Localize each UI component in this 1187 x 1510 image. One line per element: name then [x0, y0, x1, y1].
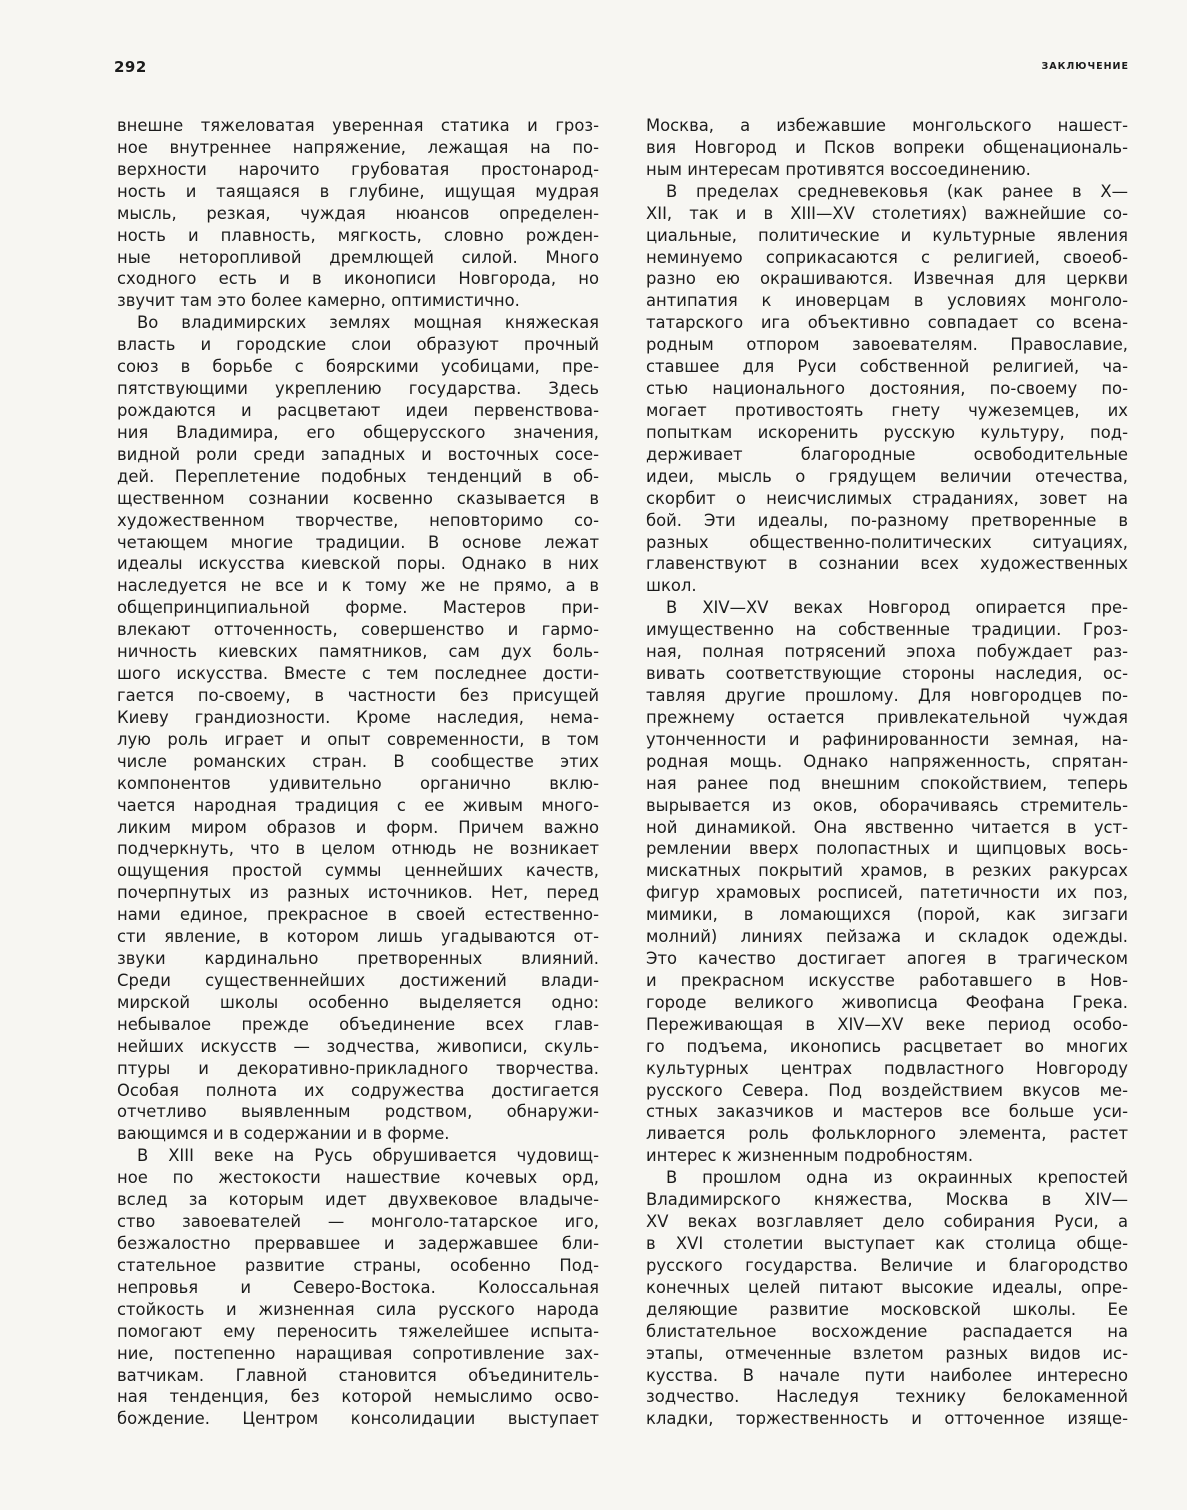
text-line: В XIV—XV веках Новгород опирается пре- [666, 598, 1128, 618]
text-line: бой. Эти идеалы, по-разному претворенные в [646, 510, 1128, 530]
text-line: стательное развитие страны, особенно Под- [117, 1255, 599, 1275]
text-line: Переживающая в XIV—XV веке период особо- [646, 1014, 1128, 1034]
text-line: четающем многие традиции. В основе лежат [117, 532, 599, 552]
text-line: числе романских стран. В сообществе этих [117, 751, 599, 771]
text-line: русского Севера. Под воздействием вкусов ме- [646, 1080, 1128, 1100]
text-line: В пределах средневековья (как ранее в X— [666, 181, 1128, 201]
text-line: нами единое, прекрасное в своей естественно- [117, 905, 599, 925]
text-line: тавляя другие прошлому. Для новгородцев по- [646, 685, 1128, 705]
text-line: держивает благородные освободительные [646, 444, 1128, 464]
text-line: имущественно на собственные традиции. Гроз- [646, 620, 1128, 640]
text-line: школ. [646, 576, 697, 596]
text-line: Особая полнота их содружества достигается [117, 1080, 599, 1100]
text-line: ность и таящаяся в глубине, ищущая мудрая [117, 181, 599, 201]
text-line: ние, постепенно наращивая сопротивление зах- [117, 1343, 599, 1363]
text-line: Киеву грандиозности. Кроме наследия, нема- [117, 707, 599, 727]
text-line: ватчикам. Главной становится объединитель- [117, 1365, 599, 1385]
text-line: верхности нарочито грубоватая простонарод- [117, 159, 599, 179]
text-line: Это качество достигает апогея в трагическом [646, 949, 1128, 969]
text-line: отчетливо выявленным родством, обнаружи- [117, 1102, 599, 1122]
text-line: лую роль играет и опыт современности, в том [117, 729, 599, 749]
text-line: скорбит о неисчислимых страданиях, зовет на [646, 488, 1128, 508]
text-line: разно ею окрашиваются. Извечная для церкви [646, 269, 1128, 289]
text-line: ремлении вверх полопастных и щипцовых вось- [646, 839, 1128, 859]
text-line: молний) линиях пейзажа и складок одежды. [646, 927, 1128, 947]
text-line: интерес к жизненным подробностям. [646, 1146, 974, 1166]
text-line: циальные, политические и культурные явления [646, 225, 1128, 245]
text-line: городе великого живописца Феофана Грека. [646, 992, 1128, 1012]
text-line: и прекрасном искусстве работавшего в Нов- [646, 970, 1128, 990]
text-line: ничность киевских памятников, сам дух боль- [117, 642, 599, 662]
text-line: этапы, отмеченные взлетом разных видов ис- [646, 1343, 1128, 1363]
text-line: ная ранее под внешним спокойствием, теперь [646, 773, 1128, 793]
text-line: мысль, резкая, чуждая нюансов определен- [117, 203, 599, 223]
text-line: чается народная традиция с ее живым много- [117, 795, 599, 815]
text-line: зодчество. Наследуя технику белокаменной [646, 1387, 1128, 1407]
text-line: компонентов удивительно органично вклю- [117, 773, 599, 793]
text-line: русского государства. Величие и благородство [646, 1255, 1128, 1275]
text-line: птуры и декоративно-прикладного творчества. [117, 1058, 599, 1078]
text-line: ное внутреннее напряжение, лежащая на по- [117, 137, 599, 157]
text-line: культурных центрах подвластного Новгороду [646, 1058, 1128, 1078]
left-text-column [117, 115, 599, 1430]
text-line: помогают ему переносить тяжелейшее испыта- [117, 1321, 599, 1341]
text-line: утонченности и рафинированности земная, на- [646, 729, 1128, 749]
text-line: попыткам искоренить русскую культуру, под- [646, 422, 1128, 442]
text-line: В прошлом одна из окраинных крепостей [666, 1168, 1128, 1188]
text-line: ство завоевателей — монголо-татарское иго, [117, 1212, 599, 1232]
text-line: звуки кардинально претворенных влияний. [117, 949, 599, 969]
text-line: общепринципиальной форме. Мастеров при- [117, 598, 599, 618]
text-line: стью национального достояния, по-своему по- [646, 379, 1128, 399]
text-line: мискатных покрытий храмов, в резких ракурсах [646, 861, 1128, 881]
text-line: идеи, мысль о грядущем величии отечества, [646, 466, 1128, 486]
text-line: ния Владимира, его общерусского значения, [117, 422, 599, 442]
text-line: вающимся и в содержании и в форме. [117, 1124, 450, 1144]
text-line: ное по жестокости нашествие кочевых орд, [117, 1168, 599, 1188]
text-line: звучит там это более камерно, оптимистично. [117, 291, 520, 311]
right-text-column [646, 115, 1128, 1430]
text-line: мирской школы особенно выделяется одно: [117, 992, 599, 1012]
text-line: небывалое прежде объединение всех глав- [117, 1014, 599, 1034]
text-line: подчеркнуть, что в целом отнюдь не возникает [117, 839, 599, 859]
text-line: дей. Переплетение подобных тенденций в об- [117, 466, 599, 486]
text-line: деляющие развитие московской школы. Ее [646, 1299, 1128, 1319]
text-line: вия Новгород и Псков вопреки общенациональ- [646, 137, 1128, 157]
text-line: Во владимирских землях мощная княжеская [137, 313, 599, 333]
running-head: ЗАКЛЮЧЕНИЕ [1041, 61, 1129, 72]
text-line: XV веках возглавляет дело собирания Руси, а [646, 1212, 1128, 1232]
text-line: ность и плавность, мягкость, словно рожден- [117, 225, 599, 245]
text-line: ликим миром образов и форм. Причем важно [117, 817, 599, 837]
text-line: татарского ига объективно совпадает со всена- [646, 313, 1128, 333]
text-line: Москва, а избежавшие монгольского нашест- [646, 116, 1128, 135]
text-line: Владимирского княжества, Москва в XIV— [646, 1190, 1128, 1210]
text-line: сти явление, в котором лишь угадываются от- [117, 927, 599, 947]
text-line: кусства. В начале пути наиболее интересно [646, 1365, 1128, 1385]
text-line: видной роли среди западных и восточных сосе- [117, 444, 599, 464]
text-line: разных общественно-политических ситуациях, [646, 532, 1128, 552]
text-line: ставшее для Руси собственной религией, ча- [646, 357, 1128, 377]
text-line: ощущения простой суммы ценнейших качеств, [117, 861, 599, 881]
text-line: сходного есть и в иконописи Новгорода, но [117, 269, 599, 289]
text-line: Среди существеннейших достижений влади- [117, 970, 599, 990]
text-line: фигур храмовых росписей, патетичности их поз, [646, 883, 1128, 903]
text-line: прежнему остается привлекательной чуждая [646, 707, 1128, 727]
text-line: непровья и Северо-Востока. Колоссальная [117, 1277, 599, 1297]
text-line: ным интересам противятся воссоединению. [646, 159, 1031, 179]
text-line: родная мощь. Однако напряженность, спрятан- [646, 751, 1128, 771]
text-line: го подъема, иконопись расцветает во многих [646, 1036, 1128, 1056]
text-line: власть и городские слои образуют прочный [117, 335, 599, 355]
text-line: пятствующими укреплению государства. Здесь [117, 379, 599, 399]
text-line: стных заказчиков и мастеров все больше уси- [646, 1102, 1128, 1122]
text-line: почерпнутых из разных источников. Нет, перед [117, 883, 599, 903]
text-line: союз в борьбе с боярскими усобицами, пре- [117, 357, 599, 377]
text-line: гается по-своему, в частности без присущей [117, 685, 599, 705]
text-line: нейших искусств — зодчества, живописи, скуль- [117, 1036, 599, 1056]
text-line: влекают отточенность, совершенство и гармо- [117, 620, 599, 640]
text-line: кладки, торжественность и отточенное изяще- [646, 1409, 1128, 1429]
text-line: художественном творчестве, неповторимо со- [117, 510, 599, 530]
text-line: наследуется не все и к тому же не прямо, а в [117, 576, 599, 596]
text-line: конечных целей питают высокие идеалы, опре- [646, 1277, 1128, 1297]
text-line: ные неторопливой дремлющей силой. Много [117, 247, 599, 267]
text-line: блистательное восхождение распадается на [646, 1321, 1128, 1341]
text-line: вырывается из оков, оборачиваясь стремитель- [646, 795, 1128, 815]
text-line: мимики, в ломающихся (порой, как зигзаги [646, 905, 1128, 925]
text-line: безжалостно прервавшее и задержавшее бли- [117, 1234, 599, 1254]
text-line: рождаются и расцветают идеи первенствова- [117, 400, 599, 420]
text-line: В XIII веке на Русь обрушивается чудовищ- [137, 1146, 599, 1166]
text-line: идеалы искусства киевской поры. Однако в них [117, 554, 599, 574]
text-line: ливается роль фольклорного элемента, растет [646, 1124, 1128, 1144]
text-line: вслед за которым идет двухвековое владыче- [117, 1190, 599, 1210]
page-number: 292 [114, 58, 147, 76]
page-header [114, 58, 1129, 80]
text-line: внешне тяжеловатая уверенная статика и гроз- [117, 116, 599, 135]
text-line: бождение. Центром консолидации выступает [117, 1409, 599, 1429]
text-line: главенствуют в сознании всех художественных [646, 554, 1128, 574]
text-line: щественном сознании косвенно сказывается в [117, 488, 599, 508]
text-line: ной динамикой. Она явственно читается в уст- [646, 817, 1128, 837]
text-line: XII, так и в XIII—XV столетиях) важнейшие со- [646, 203, 1128, 223]
text-line: могает противостоять гнету чужеземцев, их [646, 400, 1128, 420]
text-line: стойкость и жизненная сила русского народа [117, 1299, 599, 1319]
text-line: вивать соответствующие стороны наследия, ос- [646, 664, 1128, 684]
text-line: в XVI столетии выступает как столица обще- [646, 1234, 1128, 1254]
text-line: антипатия к иноверцам в условиях монголо- [646, 291, 1128, 311]
text-line: ная, полная потрясений эпоха побуждает раз- [646, 642, 1128, 662]
text-line: шого искусства. Вместе с тем последнее дости- [117, 664, 599, 684]
text-line: неминуемо соприкасаются с религией, своеоб- [646, 247, 1128, 267]
text-line: родным отпором завоевателям. Православие, [646, 335, 1128, 355]
text-line: ная тенденция, без которой немыслимо осво- [117, 1387, 599, 1407]
